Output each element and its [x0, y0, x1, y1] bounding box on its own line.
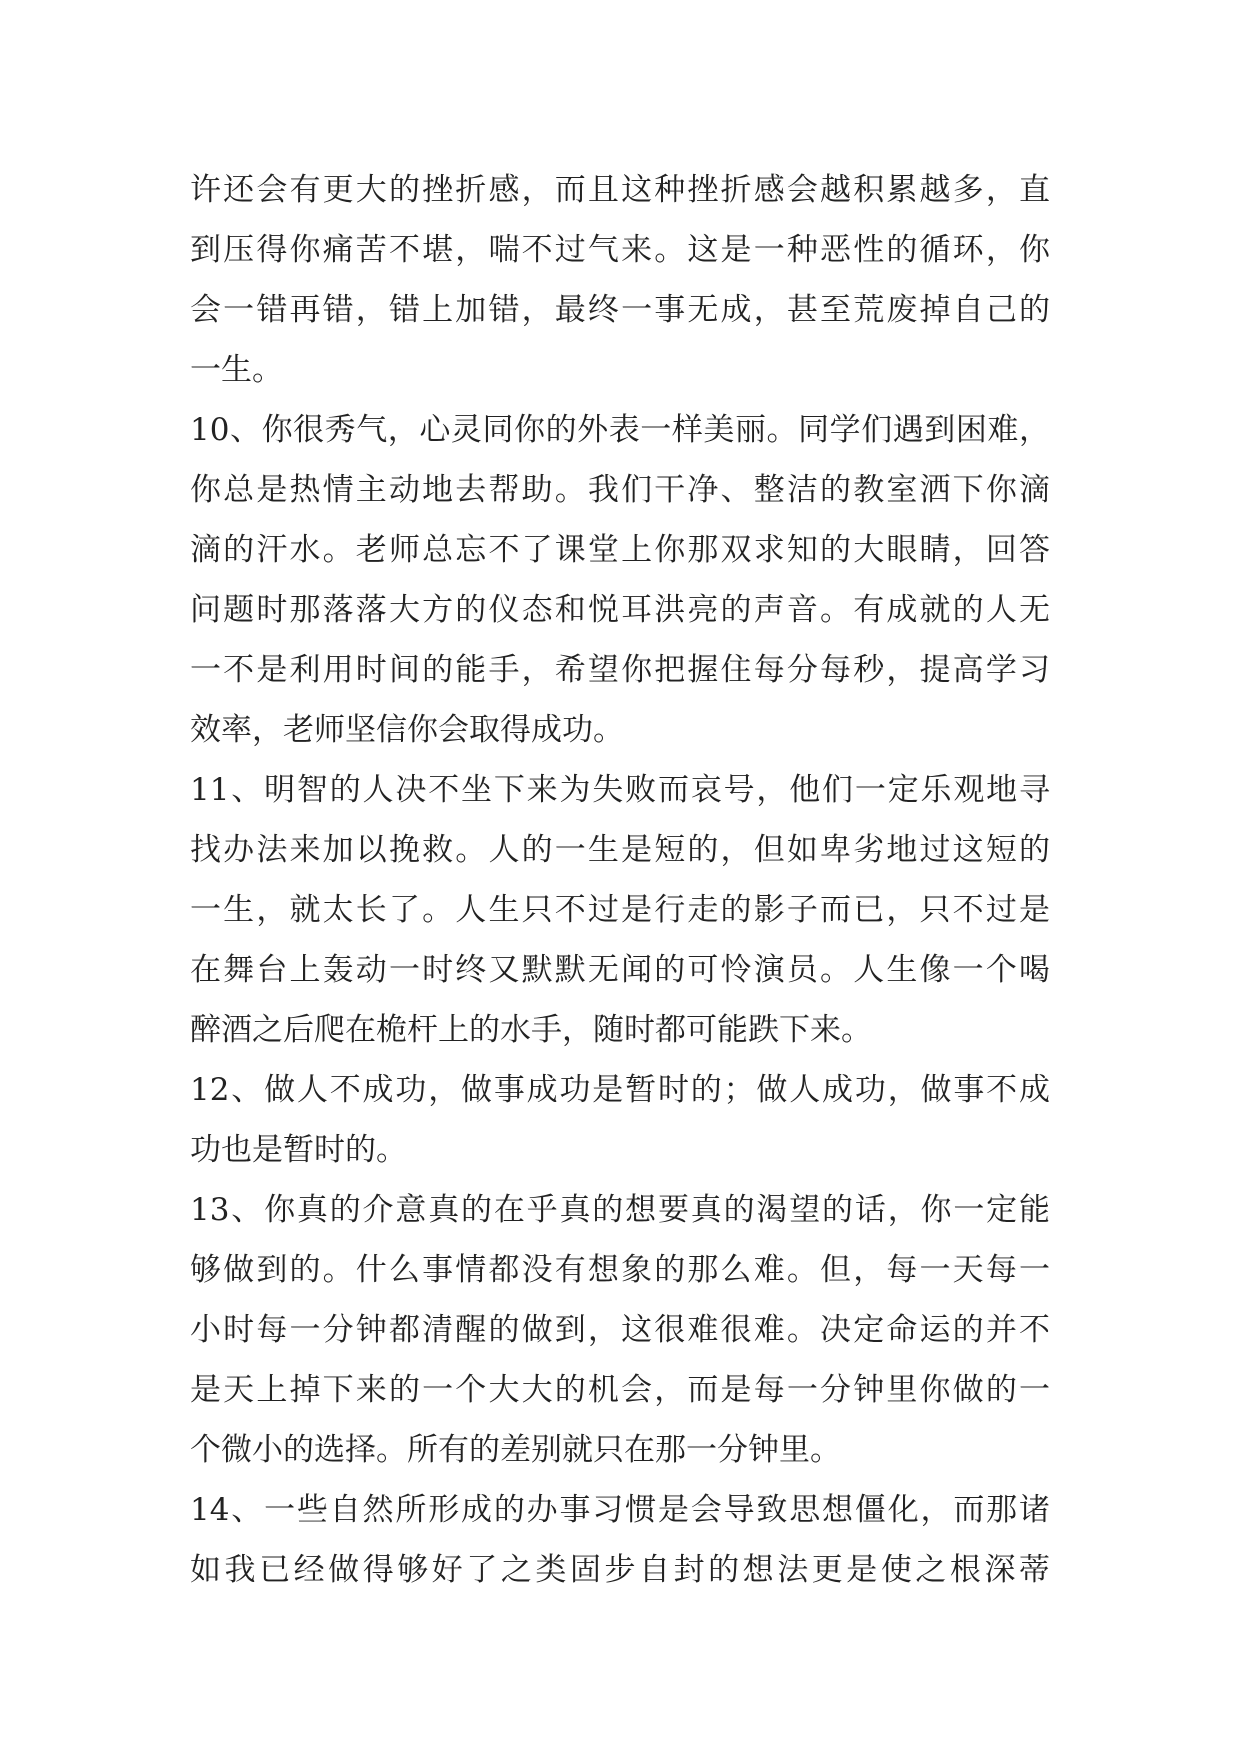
text-line: 够做到的。什么事情都没有想象的那么难。但，每一天每一	[190, 1252, 1050, 1288]
text-line: 在舞台上轰动一时终又默默无闻的可怜演员。人生像一个喝	[190, 952, 1050, 988]
text-line: 一生。	[190, 352, 283, 388]
text-line: 13、你真的介意真的在乎真的想要真的渴望的话，你一定能	[190, 1192, 1050, 1228]
text-line: 如我已经做得够好了之类固步自封的想法更是使之根深蒂	[190, 1552, 1050, 1588]
text-line: 小时每一分钟都清醒的做到，这很难很难。决定命运的并不	[190, 1312, 1050, 1348]
body-text	[190, 160, 1050, 1600]
text-line: 会一错再错，错上加错，最终一事无成，甚至荒废掉自己的	[190, 292, 1050, 328]
text-line: 10、你很秀气，心灵同你的外表一样美丽。同学们遇到困难，	[190, 412, 1050, 448]
text-line: 效率，老师坚信你会取得成功。	[190, 712, 624, 748]
text-line: 12、做人不成功，做事成功是暂时的；做人成功，做事不成	[190, 1072, 1050, 1108]
text-line: 11、明智的人决不坐下来为失败而哀号，他们一定乐观地寻	[190, 772, 1050, 808]
text-line: 找办法来加以挽救。人的一生是短的，但如卑劣地过这短的	[190, 832, 1050, 868]
text-line: 功也是暂时的。	[190, 1132, 407, 1168]
text-line: 许还会有更大的挫折感，而且这种挫折感会越积累越多，直	[190, 172, 1050, 208]
text-line: 一生，就太长了。人生只不过是行走的影子而已，只不过是	[190, 892, 1050, 928]
text-line: 到压得你痛苦不堪，喘不过气来。这是一种恶性的循环，你	[190, 232, 1050, 268]
text-line: 你总是热情主动地去帮助。我们干净、整洁的教室洒下你滴	[190, 472, 1050, 508]
text-line: 个微小的选择。所有的差别就只在那一分钟里。	[190, 1432, 841, 1468]
text-line: 是天上掉下来的一个大大的机会，而是每一分钟里你做的一	[190, 1372, 1050, 1408]
text-line: 14、一些自然所形成的办事习惯是会导致思想僵化，而那诸	[190, 1492, 1050, 1528]
text-line: 一不是利用时间的能手，希望你把握住每分每秒，提高学习	[190, 652, 1050, 688]
text-line: 滴的汗水。老师总忘不了课堂上你那双求知的大眼睛，回答	[190, 532, 1050, 568]
text-line: 醉酒之后爬在桅杆上的水手，随时都可能跌下来。	[190, 1012, 872, 1048]
text-line: 问题时那落落大方的仪态和悦耳洪亮的声音。有成就的人无	[190, 592, 1050, 628]
